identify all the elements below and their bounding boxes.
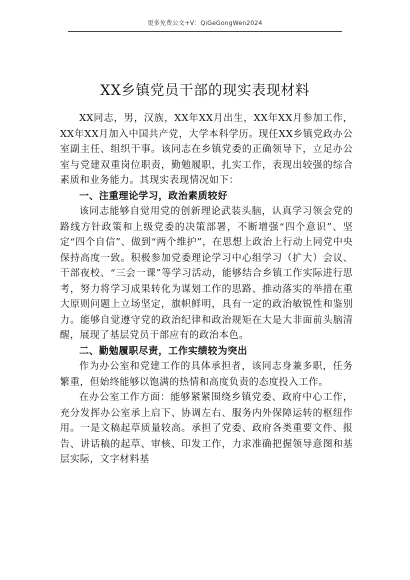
section-heading-1: 一、注重理论学习，政治素质较好 xyxy=(79,190,228,202)
document-title: XX乡镇党员干部的现实表现材料 xyxy=(100,83,310,99)
section-2-paragraph: 作为办公室和党建工作的具体承担者，该同志身兼多职，任务繁重，但始终能够以饱满的热情和高度负责的态度投入工作。 xyxy=(60,361,353,388)
document-body xyxy=(60,111,353,468)
section-2-paragraph: 在办公室工作方面：能够紧紧围绕乡镇党委、政府中心工作，充分发挥办公室承上启下、协调左右、服务内外保障运转的枢纽作用。一是文稿起草质量较高。承担了党委、政府各类重要文件、报告、讲话稿的起草、审核、印发工作，力求准确把握领导意图和基层实际，文字材料基 xyxy=(60,392,353,465)
intro-paragraph: XX同志，男，汉族，XX年XX月出生，XX年XX月参加工作，XX年XX月加入中国共产党，大学本科学历。现任XX乡镇党政办公室副主任、组织干事。该同志在乡镇党委的正确领导下，立足办公室与党建双重岗位职责，勤勉履职，扎实工作，表现出较强的综合素质和业务能力。其现实表现情况如下： xyxy=(60,113,353,186)
section-heading-2: 二、勤勉履职尽责，工作实绩较为突出 xyxy=(79,345,248,357)
section-1-paragraph: 该同志能够自觉用党的创新理论武装头脑，认真学习领会党的路线方针政策和上级党委的决策部署，不断增强“四个意识”、坚定“四个自信”、做到“两个维护”，在思想上政治上行动上同党中央保持高度一致。积极参加党委理论学习中心组学习（扩大）会议、干部夜校、“三会一课”等学习活动，能够结合乡镇工作实际进行思考，努力将学习成果转化为谋划工作的思路、推动落实的举措在重大原则问题上立场坚定，旗帜鲜明，具有一定的政治敏锐性和鉴别力。能够自觉遵守党的政治纪律和政治规矩在大是大非面前头脑清醒，展现了基层党员干部应有的政治本色。 xyxy=(60,206,353,341)
header-note: 更多免费公文+V：QiGeGongWen2024 xyxy=(147,20,263,27)
header-divider xyxy=(68,31,342,32)
